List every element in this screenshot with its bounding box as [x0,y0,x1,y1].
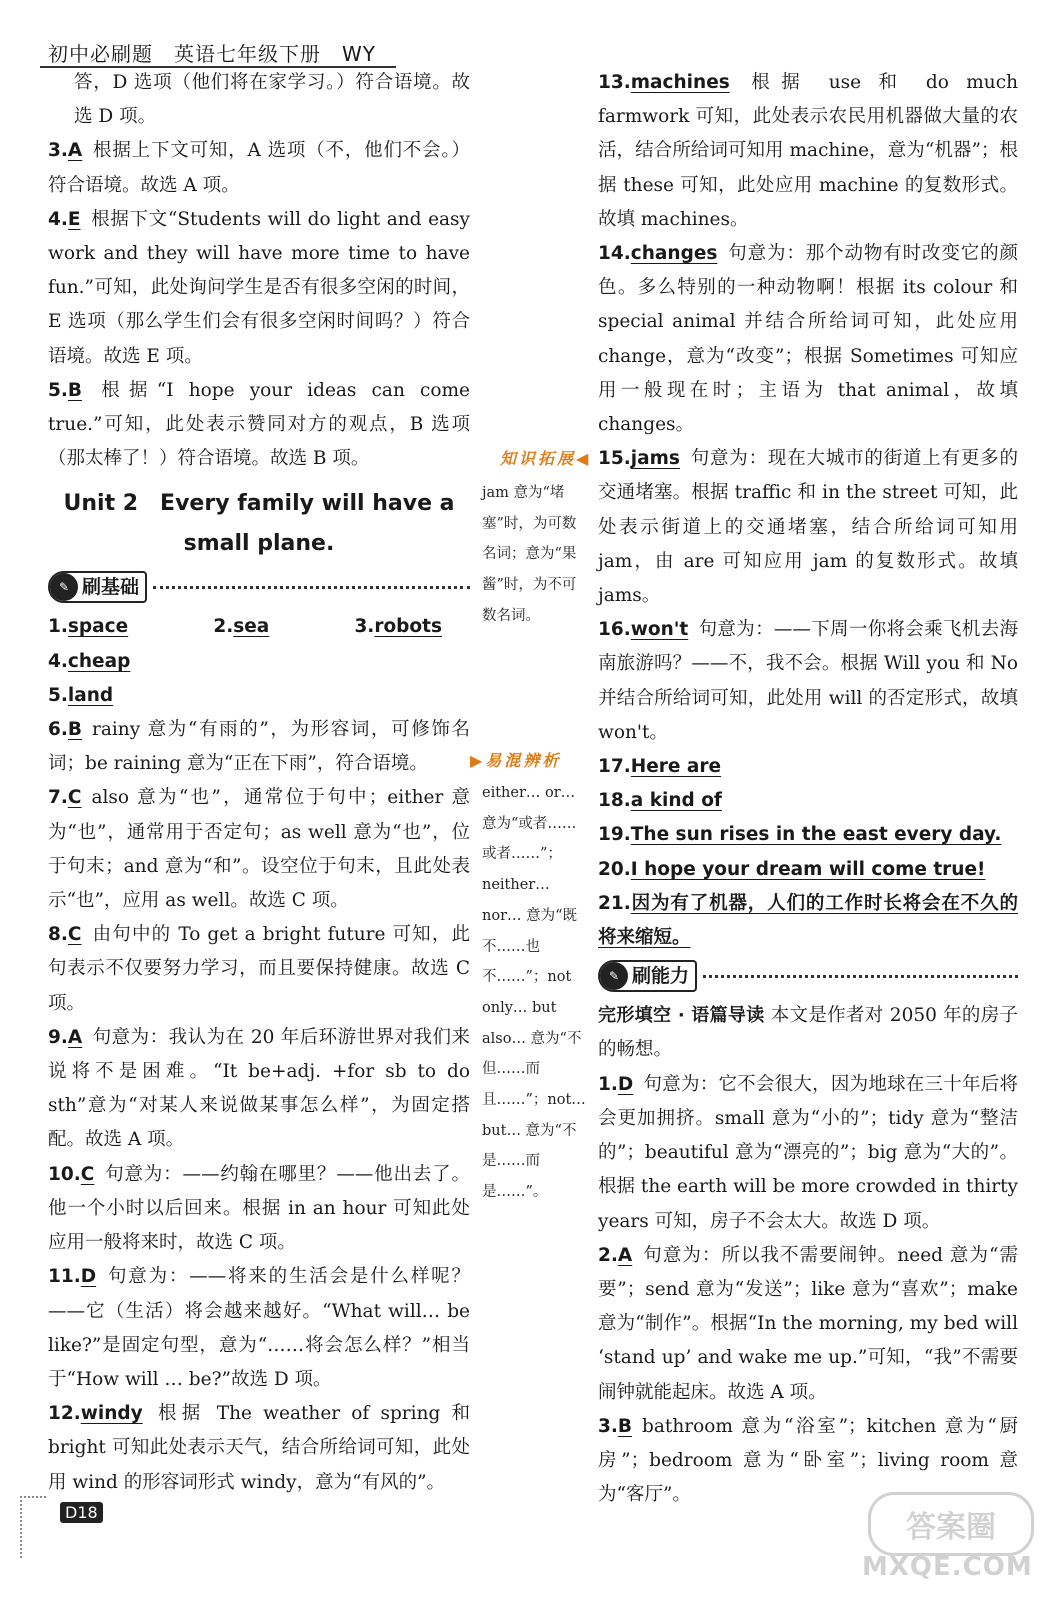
item-answer: I hope your dream will come true! [630,858,986,880]
item-number: 19. [598,824,631,846]
answer-item-5b [48,679,470,713]
arrow-right-icon: ▶ [470,751,486,770]
item-explanation: 句意为：现在大城市的街道上有更多的交通堵塞。根据 traffic 和 in the street 可知，此处表示街道上的交通堵塞，结合所给词可知用 jam，由 are 可知应用 jam 的复数形式。故填 jams。 [598,448,1018,607]
item-answer: won't [630,619,689,641]
answer-pair [48,651,140,672]
item-number: 5. [48,684,68,706]
item-number: 3. [598,1415,618,1437]
item-answer: Here are [630,756,722,778]
corner-decoration [20,1496,46,1558]
watermark-text: MXQE.COM [862,1552,1033,1582]
cloze-intro [598,999,1018,1067]
side-tag-label: 知识拓展 [500,449,577,468]
item-answer: E [67,208,81,230]
item-number: 9. [48,1026,68,1048]
item-answer: A [67,140,83,162]
item-answer: space [67,616,129,638]
item-answer: The sun rises in the east every day. [630,824,1002,846]
answer-pair [213,616,279,637]
answer-item-5 [48,374,470,477]
item-number: 15. [598,448,631,470]
item-number: 7. [48,787,68,809]
item-number: 2. [598,1244,618,1266]
item-number: 13. [598,72,631,93]
answer-item-4 [48,203,470,374]
cloze-summary: 本文是作者对 2050 年的房子的畅想。 [598,1005,1019,1061]
item-number: 18. [598,790,631,812]
item-number: 1. [48,616,68,638]
right-column [598,66,1018,1512]
item-answer: C [80,1163,95,1185]
item-answer: A [617,1244,633,1266]
item-answer: machines [630,72,730,93]
item-number: 20. [598,858,631,880]
unit-title-line-2: small plane. [183,531,335,557]
item-explanation: 由句中的 To get a bright future 可知，此句表示不仅要努力学习，而且要保持健康。故选 C 项。 [48,924,470,1014]
item-number: 21. [598,892,631,914]
item-answer: B [617,1415,633,1437]
section-title: 刷能力 [632,965,690,988]
item-answer: a kind of [630,790,722,812]
item-explanation: 句意为：那个动物有时改变它的颜色。多么特别的一种动物啊！根据 its colour 和 special animal 并结合所给词可知，此处应用 change，意为“改变”；根据 Sometimes 可知应用一般现在时；主语为 that animal，故填 changes。 [598,243,1018,436]
item-number: 4. [48,650,68,672]
answer-item-16 [598,613,1018,750]
item-answer: sea [233,616,270,638]
section-badge [48,571,147,603]
answer-continuation: 答，D 选项（他们将在家学习。）符合语境。故选 D 项。 [74,72,470,128]
unit-title-line-1: Unit 2 Every family will have a [63,491,455,517]
item-number: 16. [598,619,631,641]
item-explanation: also 意为“也”，通常位于句中；either 意为“也”，通常用于否定句；as well 意为“也”，位于句末；and 意为“和”。设空位于句末，且此处表示“也”，应用 as well。故选 C 项。 [48,787,470,912]
brush-icon: ✎ [600,962,628,990]
item-answer: A [67,1026,83,1048]
section-header-ability [598,959,1018,993]
item-number: 3. [354,616,375,638]
answer-item-21 [598,887,1018,955]
answer-item-14 [598,237,1018,442]
item-number: 14. [598,243,631,265]
answer-item-10 [48,1158,470,1261]
item-answer: D [80,1266,97,1288]
section-title: 刷基础 [82,576,140,599]
item-number: 1. [598,1073,618,1095]
item-explanation: 句意为：它不会很大，因为地球在三十年后将会更加拥挤。small 意为“小的”；tidy 意为“整洁的”；beautiful 意为“漂亮的”；big 意为“大的”。根据 the earth will be more crowded in thirty years 可知，房子不会太大。故选 D 项。 [598,1073,1018,1232]
answer-item-13 [598,66,1018,237]
answer-item-9 [48,1021,470,1158]
answer-item-19 [598,818,1018,852]
page-number: D18 [60,1502,103,1523]
section-badge [598,960,697,992]
item-number: 4. [48,208,68,230]
answer-item-12 [48,1397,470,1500]
item-answer: B [67,379,83,401]
item-answer: B [67,719,83,741]
side-tag-confusable [470,748,561,771]
item-number: 5. [48,379,68,401]
side-tag-label: 易混辨析 [485,751,562,770]
brush-icon: ✎ [50,573,78,601]
item-answer: D [617,1073,634,1095]
item-explanation: 句意为：我认为在 20 年后环游世界对我们来说将不是困难。“It be+adj. +for sb to do sth”意为“对某人来说做某事怎么样”，为固定搭配。故选 A 项。 [48,1026,470,1151]
item-number: 11. [48,1266,81,1288]
item-explanation: 根据 The weather of spring 和 bright 可知此处表示天气，结合所给词可知，此处用 wind 的形容词形式 windy，意为“有风的”。 [48,1403,470,1493]
item-explanation: 句意为：——将来的生活会是什么样呢？——它（生活）将会越来越好。“What will… be like?”是固定句型，意为“……将会怎么样？”相当于“How will … be?”故选 D 项。 [48,1266,470,1390]
dotted-divider [703,975,1018,978]
item-answer: C [67,787,82,809]
section-header-basic [48,570,470,604]
item-answer: cheap [67,650,131,672]
answer-item-8 [48,918,470,1021]
item-answer: windy [80,1403,143,1425]
item-explanation: 句意为：——约翰在哪里？——他出去了。他一个小时以后回来。根据 in an hour 可知此处应用一般将来时，故选 C 项。 [48,1163,470,1254]
answer-item-17 [598,750,1018,784]
cloze-item-2 [598,1239,1018,1410]
answer-item-20 [598,853,1018,887]
answer-item-15 [598,442,1018,613]
item-number: 10. [48,1163,81,1185]
answer-item-3 [48,134,470,202]
item-number: 17. [598,756,631,778]
item-explanation: 根据上下文可知，A 选项（不，他们不会。）符合语境。故选 A 项。 [48,140,470,196]
item-explanation: bathroom 意为“浴室”；kitchen 意为“厨房”；bedroom 意为“卧室”；living room 意为“客厅”。 [598,1415,1018,1506]
answer-item-18 [598,784,1018,818]
item-explanation: 根据下文“Students will do light and easy work and they will have more time to have fun.”可知，此处询问学生是否有很多空闲的时间，E 选项（那么学生们会有很多空闲时间吗？）符合语境。故选 E 项。 [48,208,470,367]
side-note-jam: jam 意为“堵塞”时，为可数名词；意为“果酱”时，为不可数名词。 [482,485,577,624]
answer-pair [354,616,452,637]
watermark-logo: 答案圈 [868,1492,1034,1556]
item-answer: 因为有了机器，人们的工作时长将会在不久的将来缩短。 [598,892,1018,949]
item-explanation: 句意为：所以我不需要闹钟。need 意为“需要”；send 意为“发送”；like 意为“喜欢”；make 意为“制作”。根据“In the morning, my bed will ‘stand up’ and wake me up.”可知，“我”不需要闹钟就能起床。故选 A 项。 [598,1244,1018,1403]
item-number: 3. [48,140,68,162]
watermark [862,1490,1042,1590]
item-answer: robots [374,616,442,638]
page-header: 初中必刷题 英语七年级下册 WY [48,42,376,66]
cloze-item-1 [598,1068,1018,1239]
answer-pair [48,616,138,637]
item-number: 8. [48,924,68,946]
answer-item-7 [48,781,470,918]
side-note-conjunctions: either… or… 意为“或者……或者……”；neither… nor… 意为“既不……也不……”；not only… but also… 意为“不但……而且……”；not… but… 意为“不是……而是……”。 [482,785,586,1201]
arrow-left-icon: ◀ [576,449,592,468]
item-number: 12. [48,1403,81,1425]
cloze-heading: 完形填空 · 语篇导读 [598,1005,765,1027]
item-number: 6. [48,719,68,741]
answer-item-6 [48,713,470,781]
item-explanation: 句意为：——下周一你将会乘飞机去海南旅游吗？——不，我不会。根据 Will you 和 No 并结合所给词可知，此处用 will 的否定形式，故填 won't。 [598,619,1018,743]
item-number: 2. [213,616,234,638]
item-explanation: 根据“I hope your ideas can come true.”可知，此处表示赞同对方的观点，B 选项（那太棒了！）符合语境。故选 B 项。 [48,379,470,470]
item-answer: changes [630,243,718,265]
answer-item-11 [48,1260,470,1397]
unit-title [48,484,470,564]
dotted-divider [153,586,470,589]
item-answer: jams [630,448,680,470]
item-explanation: 根据 use 和 do much farmwork 可知，此处表示农民用机器做大量的农活，结合所给词可知用 machine，意为“机器”；根据 these 可知，此处应用 machine 的复数形式。故填 machines。 [598,72,1018,230]
side-tag-knowledge [500,446,591,469]
answer-row-1-4 [48,610,470,678]
item-answer: land [67,684,114,706]
item-answer: C [67,924,82,946]
left-column [48,66,470,1500]
item-explanation: rainy 意为“有雨的”，为形容词，可修饰名词；be raining 意为“正在下雨”，符合语境。 [48,719,470,775]
